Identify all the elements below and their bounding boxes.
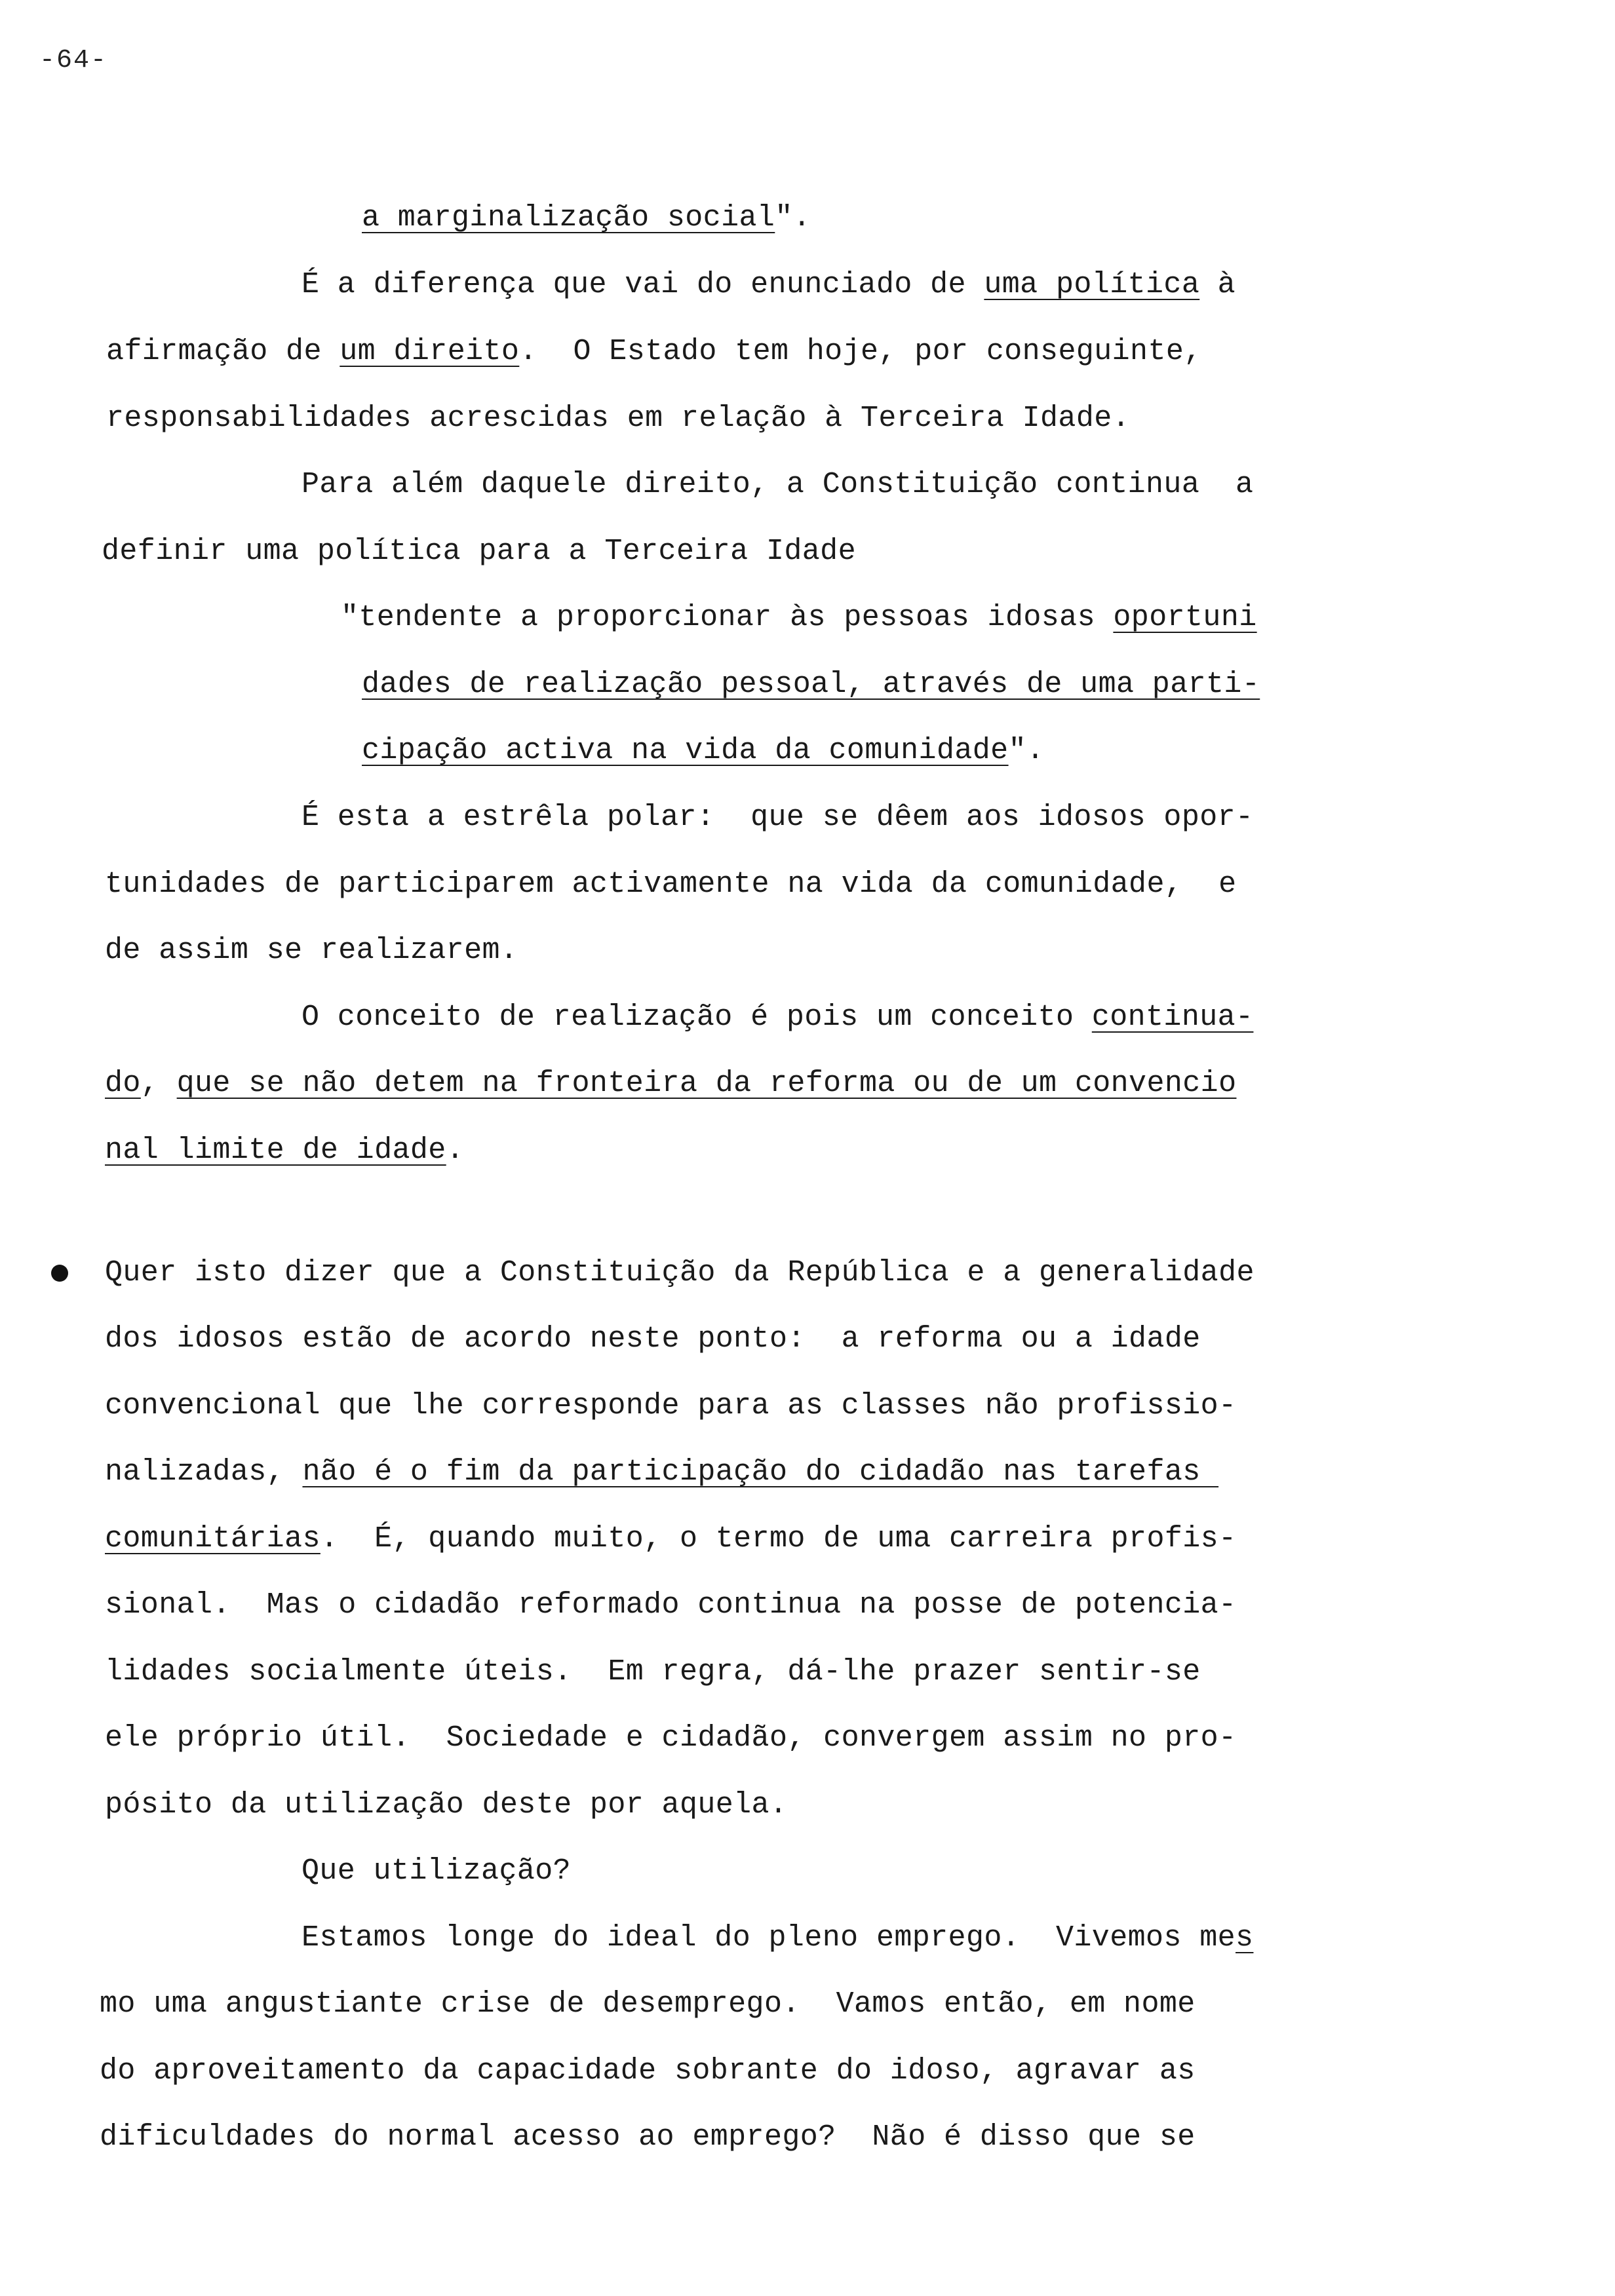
- text-line-27: mo uma angustiante crise de desemprego. Vamos então, em nome: [100, 1987, 1196, 2021]
- text-span: "tendente a proporcionar às pessoas idosas: [341, 601, 1114, 634]
- underlined-phrase: uma política: [984, 268, 1200, 301]
- underlined-phrase: cipação activa na vida da comunidade: [362, 734, 1009, 767]
- text-line-12: de assim se realizarem.: [105, 934, 518, 967]
- text-line-10: É esta a estrêla polar: que se dêem aos idosos opor-: [302, 801, 1254, 834]
- text-line-4: responsabilidades acrescidas em relação à Terceira Idade.: [106, 402, 1131, 435]
- underlined-phrase: comunitárias: [105, 1522, 321, 1556]
- text-span: O conceito de realização é pois um conceito: [302, 1001, 1092, 1034]
- text-span: . O Estado tem hoje, por conseguinte,: [519, 335, 1202, 368]
- text-line-2: [302, 265, 1236, 305]
- text-span: ".: [1008, 734, 1045, 767]
- text-line-22: lidades socialmente úteis. Em regra, dá-lhe prazer sentir-se: [105, 1655, 1201, 1689]
- text-line-11: tunidades de participarem activamente na vida da comunidade, e: [105, 868, 1237, 901]
- quote-line-2: dades de realização pessoal, através de uma parti-: [362, 668, 1260, 701]
- text-line-17: dos idosos estão de acordo neste ponto: a reforma ou a idade: [105, 1322, 1201, 1356]
- text-line-14: [105, 1064, 1236, 1103]
- margin-bullet-mark: [51, 1265, 68, 1282]
- text-line-29: dificuldades do normal acesso ao emprego? Não é disso que se: [100, 2120, 1196, 2154]
- underlined-phrase: um direito: [340, 335, 520, 368]
- underlined-phrase: não é o fim da participação do cidadão nas tarefas: [302, 1455, 1219, 1489]
- text-line-28: do aproveitamento da capacidade sobrante do idoso, agravar as: [100, 2054, 1196, 2088]
- underlined-phrase: a marginalização social: [362, 201, 775, 235]
- text-line-15: [105, 1131, 464, 1170]
- text-line-19: [105, 1453, 1218, 1492]
- text-line-21: sional. Mas o cidadão reformado continua na posse de potencia-: [105, 1588, 1237, 1622]
- underlined-phrase: oportuni: [1113, 601, 1257, 634]
- text-line-20: [105, 1520, 1236, 1559]
- text-line-26: [302, 1919, 1253, 1958]
- underlined-phrase: nal limite de idade: [105, 1134, 446, 1167]
- text-span: .: [446, 1134, 465, 1167]
- page-number: -64-: [39, 46, 108, 75]
- text-span: à: [1199, 268, 1236, 301]
- underlined-phrase: que se não detem na fronteira da reforma ou de um convencio: [176, 1067, 1237, 1100]
- text-line-1: [362, 199, 811, 238]
- text-line-25: Que utilização?: [302, 1854, 572, 1888]
- text-line-5: Para além daquele direito, a Constituição continua a: [302, 468, 1254, 501]
- text-span: ".: [775, 201, 811, 235]
- text-span: nalizadas,: [105, 1455, 303, 1489]
- text-span: Estamos longe do ideal do pleno emprego. Vivemos me: [302, 1921, 1236, 1955]
- text-line-23: ele próprio útil. Sociedade e cidadão, convergem assim no pro-: [105, 1721, 1237, 1755]
- text-line-13: [302, 998, 1253, 1037]
- underlined-phrase: s: [1236, 1921, 1254, 1955]
- text-line-24: pósito da utilização deste por aquela.: [105, 1788, 788, 1822]
- underlined-phrase: continua-: [1091, 1001, 1254, 1034]
- text-span: afirmação de: [106, 335, 340, 368]
- text-line-3: [106, 332, 1202, 372]
- text-line-16: Quer isto dizer que a Constituição da República e a generalidade: [105, 1256, 1255, 1290]
- quote-line-1: [341, 598, 1257, 638]
- text-span: É a diferença que vai do enunciado de: [302, 268, 984, 301]
- text-line-6: definir uma política para a Terceira Idade: [102, 535, 856, 568]
- text-line-18: convencional que lhe corresponde para as classes não profissio-: [105, 1389, 1237, 1423]
- quote-line-3: [362, 731, 1044, 771]
- underlined-phrase: do: [105, 1067, 141, 1100]
- text-span: ,: [140, 1067, 177, 1100]
- text-span: . É, quando muito, o termo de uma carreira profis-: [320, 1522, 1237, 1556]
